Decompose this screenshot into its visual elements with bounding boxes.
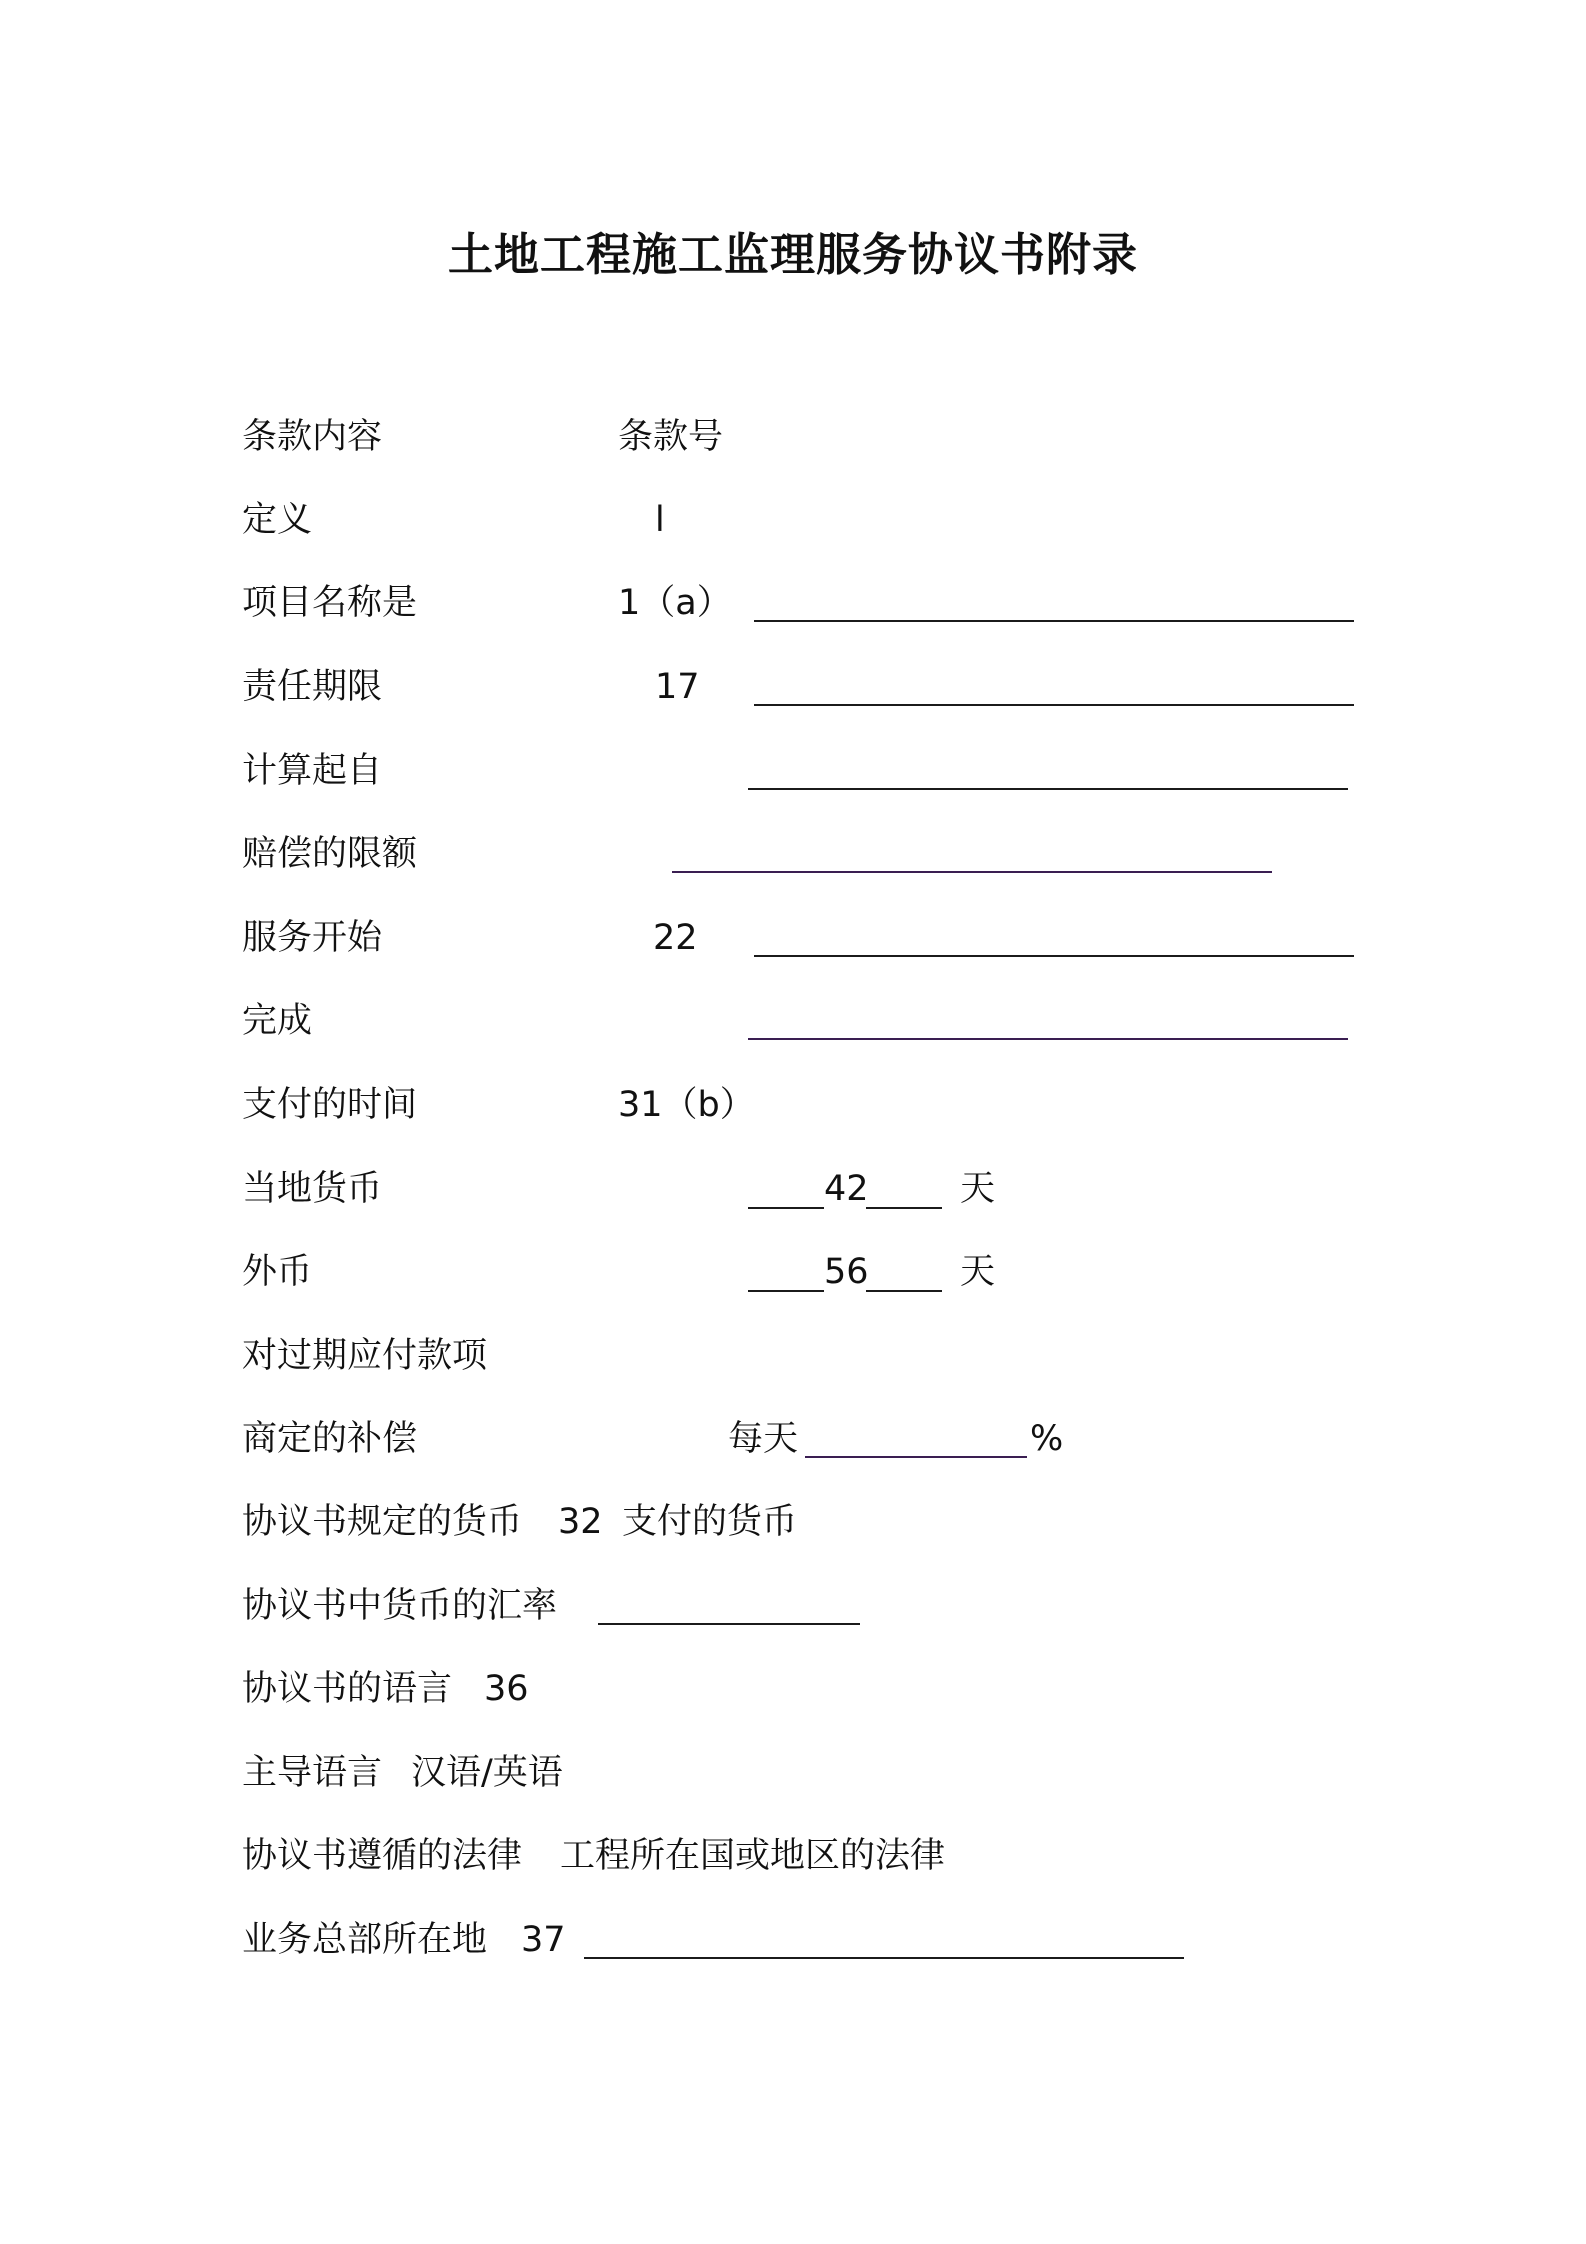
payment-time-label: 支付的时间: [242, 1085, 418, 1125]
language-label: 协议书的语言: [242, 1669, 453, 1709]
hq-location-label: 业务总部所在地: [242, 1920, 488, 1960]
currency-clause: 32: [558, 1502, 603, 1542]
main-language-label: 主导语言: [242, 1753, 383, 1793]
local-currency-blank-left: [748, 1207, 824, 1209]
document-title: 土地工程施工监理服务协议书附录: [447, 228, 1138, 281]
percent-blank[interactable]: [805, 1456, 1027, 1458]
exchange-rate-blank[interactable]: [598, 1623, 860, 1625]
main-language-value: 汉语/英语: [411, 1753, 563, 1793]
liability-period-label: 责任期限: [242, 667, 383, 707]
hq-location-blank[interactable]: [584, 1957, 1184, 1959]
compensation-limit-blank[interactable]: [672, 871, 1272, 873]
header-clause-content: 条款内容: [242, 417, 383, 457]
service-start-clause: 22: [653, 918, 698, 958]
compensation-limit-label: 赔偿的限额: [242, 834, 418, 874]
service-start-blank[interactable]: [754, 955, 1354, 957]
project-name-label: 项目名称是: [242, 583, 418, 623]
calc-from-label: 计算起自: [242, 751, 383, 791]
overdue-label: 对过期应付款项: [242, 1336, 488, 1376]
hq-location-clause: 37: [521, 1920, 566, 1960]
foreign-currency-label: 外币: [242, 1252, 313, 1292]
exchange-rate-label: 协议书中货币的汇率: [242, 1586, 558, 1626]
language-clause: 36: [484, 1669, 529, 1709]
project-name-clause: 1（a）: [618, 583, 732, 623]
currency-value: 支付的货币: [622, 1502, 798, 1542]
definition-clause: l: [655, 500, 665, 540]
header-clause-number: 条款号: [618, 417, 724, 457]
calc-from-blank[interactable]: [748, 788, 1348, 790]
local-currency-days[interactable]: 42: [824, 1169, 869, 1209]
payment-time-clause: 31（b）: [618, 1085, 755, 1125]
foreign-currency-unit: 天: [960, 1252, 996, 1292]
foreign-currency-days[interactable]: 56: [824, 1252, 869, 1292]
foreign-currency-blank-right: [866, 1290, 942, 1292]
foreign-currency-blank-left: [748, 1290, 824, 1292]
governing-law-label: 协议书遵循的法律: [242, 1836, 523, 1876]
agreed-compensation-label: 商定的补偿: [242, 1419, 418, 1459]
per-day-label: 每天: [728, 1419, 799, 1459]
percent-sign: %: [1030, 1419, 1064, 1459]
local-currency-label: 当地货币: [242, 1169, 383, 1209]
liability-period-blank[interactable]: [754, 704, 1354, 706]
service-start-label: 服务开始: [242, 918, 383, 958]
project-name-blank[interactable]: [754, 620, 1354, 622]
completion-blank[interactable]: [748, 1038, 1348, 1040]
local-currency-blank-right: [866, 1207, 942, 1209]
local-currency-unit: 天: [960, 1169, 996, 1209]
currency-label: 协议书规定的货币: [242, 1502, 523, 1542]
governing-law-value: 工程所在国或地区的法律: [560, 1836, 946, 1876]
liability-period-clause: 17: [655, 667, 700, 707]
completion-label: 完成: [242, 1001, 313, 1041]
definition-label: 定义: [242, 500, 313, 540]
